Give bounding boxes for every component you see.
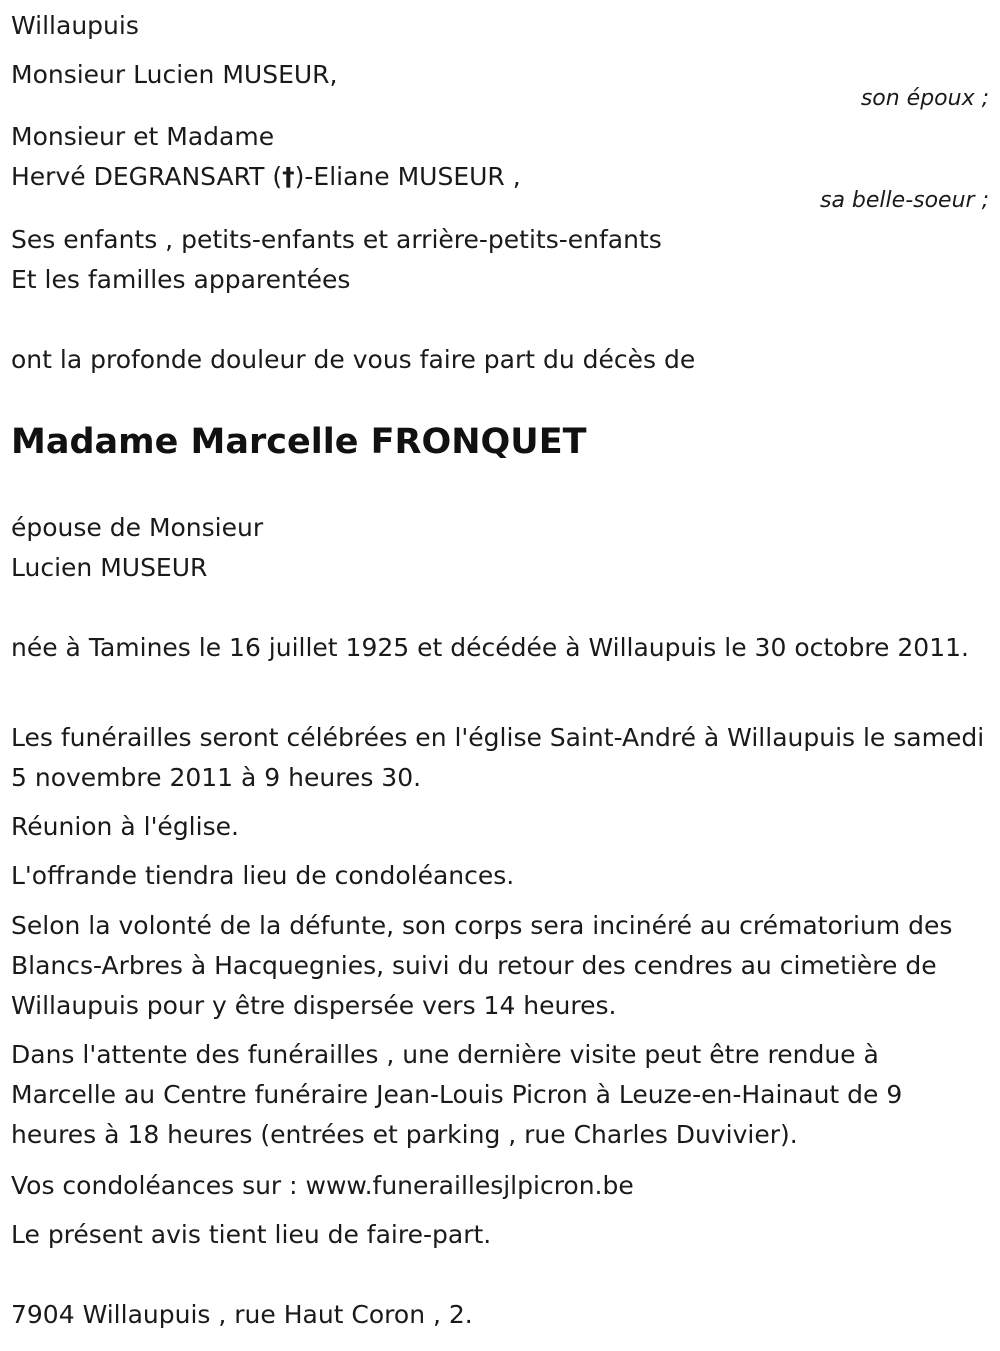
cremation-paragraph: Selon la volonté de la défunte, son corps sera incinéré au crématorium des Blancs-Arbres à Hacquegnies, suivi du retour des cendres au cimetière de Willaupuis pour y être dispersée vers 14 heures. [11,911,953,1020]
husband-name: Monsieur Lucien MUSEUR, [11,60,338,89]
couple-name [11,157,521,197]
cross-icon: † [282,162,295,191]
condolences-line: Vos condoléances sur : www.funeraillesjlpicron.be [11,1171,634,1200]
spouse-line-2: Lucien MUSEUR [11,553,208,582]
deceased-name: Madame Marcelle FRONQUET [11,422,587,462]
birth-death-paragraph: née à Tamines le 16 juillet 1925 et décédée à Willaupuis le 30 octobre 2011. [11,633,969,662]
families-line: Et les familles apparentées [11,265,351,294]
notice-line: Le présent avis tient lieu de faire-part. [11,1220,492,1249]
funeral-paragraph: Les funérailles seront célébrées en l'église Saint-André à Willaupuis le samedi 5 novembre 2011 à 9 heures 30. [11,723,985,792]
location-heading: Willaupuis [11,11,139,40]
husband-relation: son époux ; [860,86,989,111]
meeting-line: Réunion à l'église. [11,812,239,841]
couple-title: Monsieur et Madame [11,122,275,151]
children-line: Ses enfants , petits-enfants et arrière-petits-enfants [11,225,662,254]
address-line: 7904 Willaupuis , rue Haut Coron , 2. [11,1300,473,1329]
spouse-line-1: épouse de Monsieur [11,513,264,542]
offering-line: L'offrande tiendra lieu de condoléances. [11,861,515,890]
couple-name-part1: Hervé DEGRANSART ( [11,162,283,191]
visit-paragraph: Dans l'attente des funérailles , une dernière visite peut être rendue à Marcelle au Centre funéraire Jean-Louis Picron à Leuze-en-Hainaut de 9 heures à 18 heures (entrées et parking , rue Charles Duvivier). [11,1040,903,1149]
announcement-intro: ont la profonde douleur de vous faire part du décès de [11,345,696,374]
couple-name-part2: )-Eliane MUSEUR , [294,162,521,191]
couple-relation: sa belle-soeur ; [820,188,989,213]
